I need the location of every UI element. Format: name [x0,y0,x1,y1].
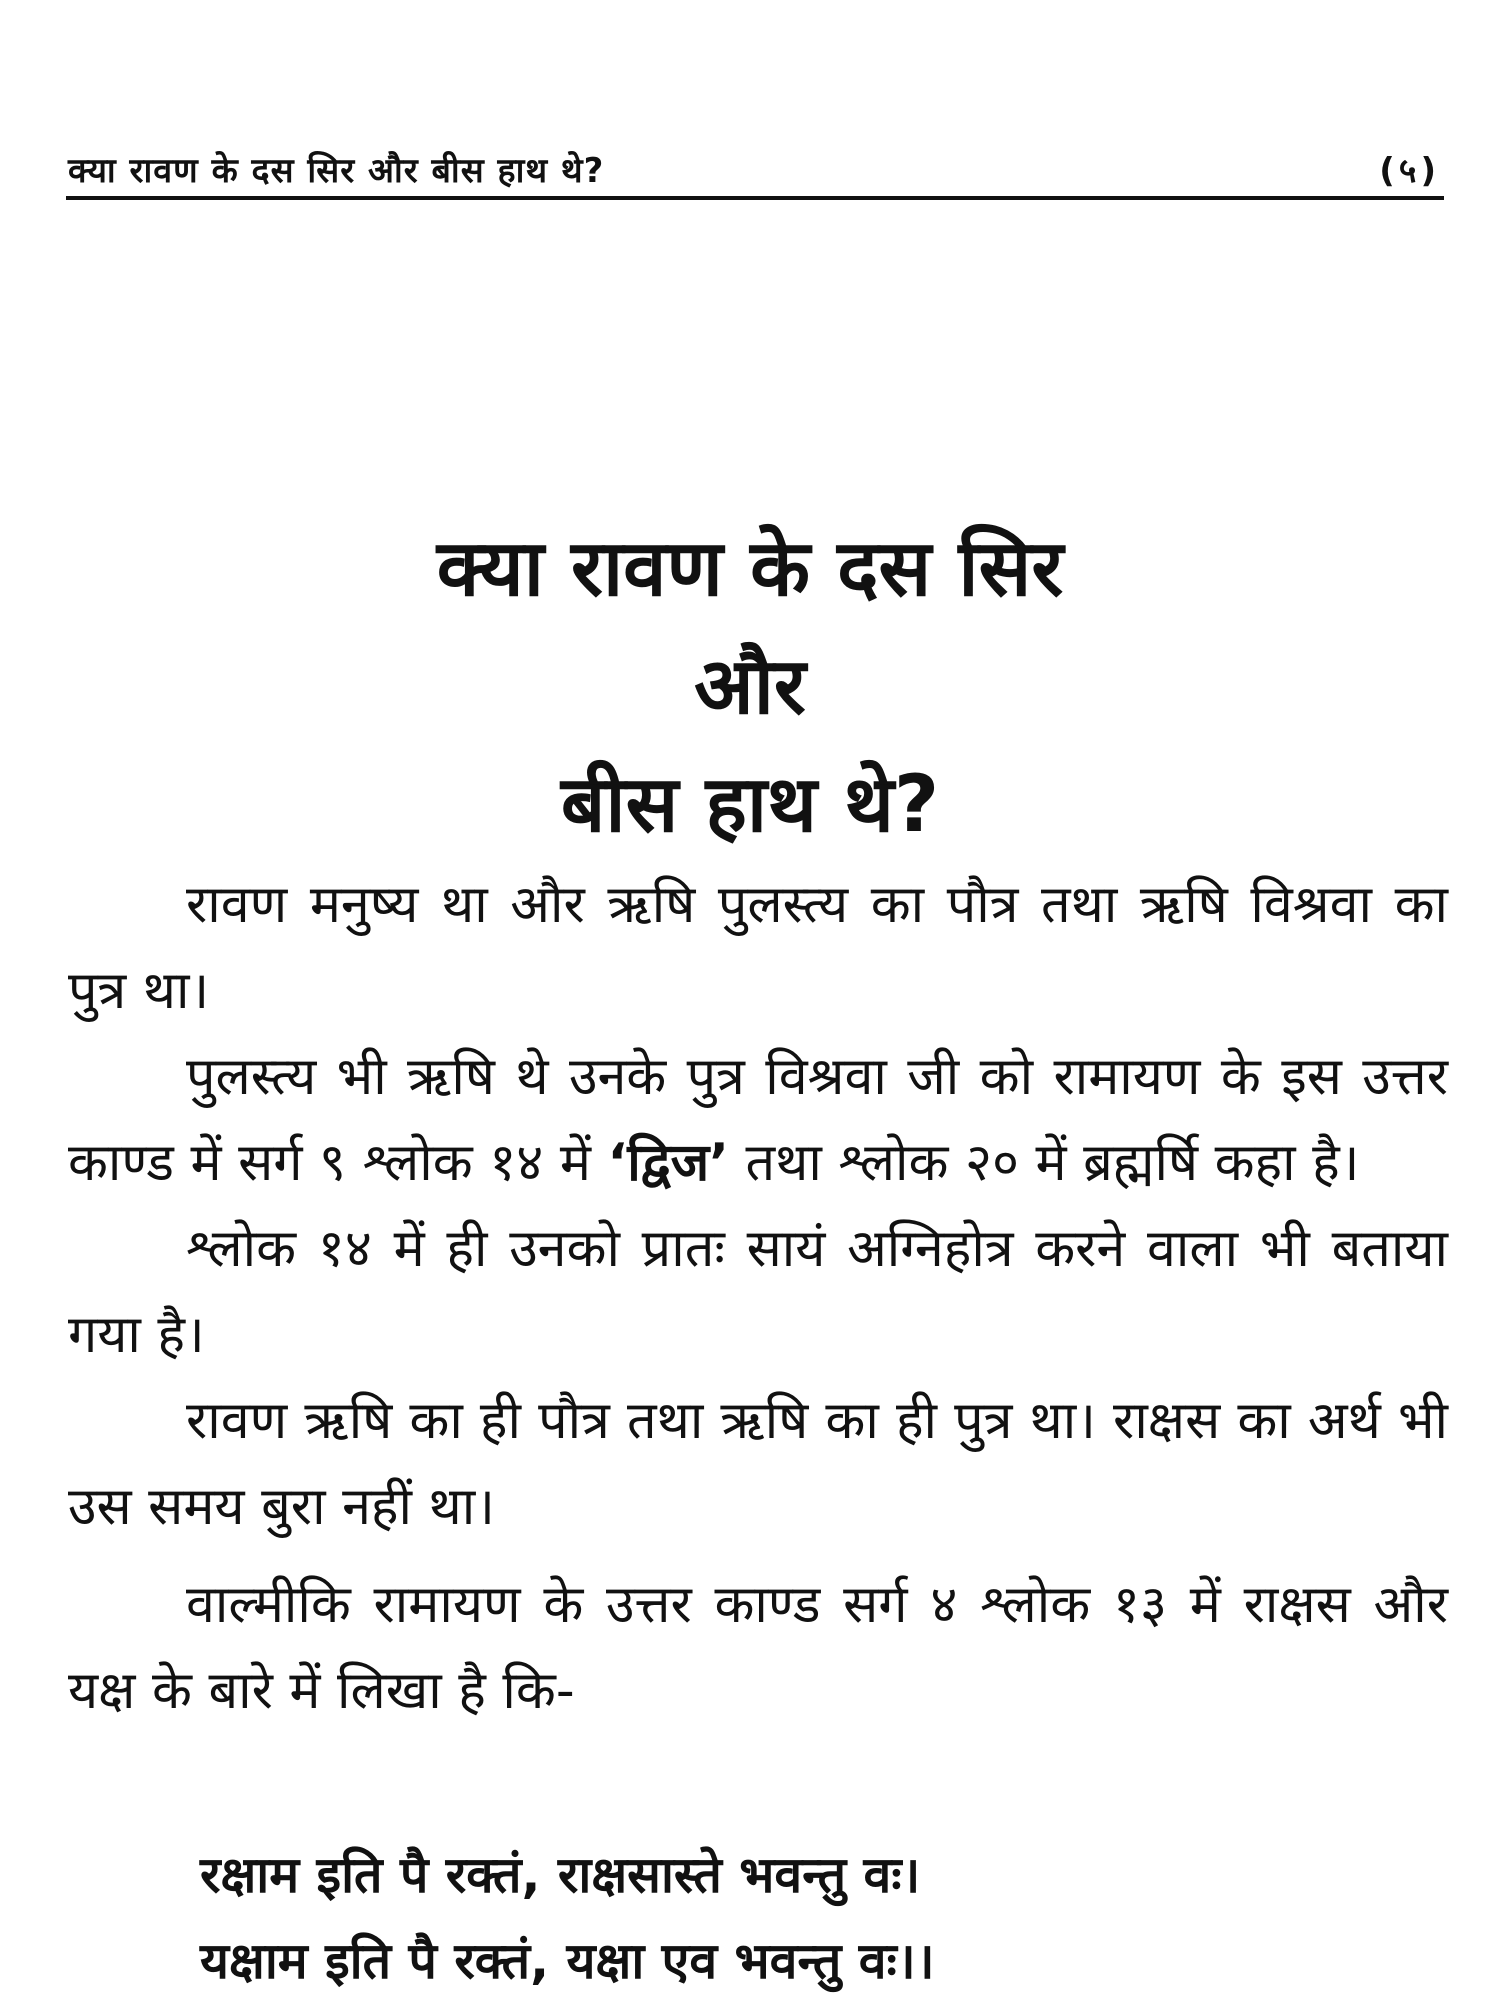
chapter-heading-line-3: बीस हाथ थे? [560,760,940,850]
shloka-quote [200,1832,1400,2004]
paragraph-2-text-a: पुलस्त्य भी ऋषि थे उनके पुत्र विश्रवा जी को रामायण के इस उत्तर काण्ड में सर्ग ९ श्लोक १४ में [68,1047,1448,1193]
dvij-term: ‘द्विज’ [607,1133,729,1193]
shloka-line-2: यक्षाम इति पै रक्तं, यक्षा एव भवन्तु वः।। [200,1932,935,1990]
shloka-line-1: रक्षाम इति पै रक्तं, राक्षसास्ते भवन्तु वः। [200,1846,921,1904]
chapter-heading-line-2: और [694,642,806,732]
paragraph-2 [68,1034,1448,1206]
paragraph-2-text-b: तथा श्लोक २० में ब्रह्मर्षि कहा है। [728,1133,1360,1193]
chapter-heading [0,510,1500,864]
page-number: (५) [1379,151,1440,191]
paragraph-4: रावण ऋषि का ही पौत्र तथा ऋषि का ही पुत्र था। राक्षस का अर्थ भी उस समय बुरा नहीं था। [68,1391,1448,1537]
body-text [68,862,1448,1734]
paragraph-3: श्लोक १४ में ही उनको प्रातः सायं अग्निहोत्र करने वाला भी बताया गया है। [68,1219,1448,1365]
header-rule [66,196,1444,200]
running-title: क्या रावण के दस सिर और बीस हाथ थे? [68,151,605,191]
paragraph-5: वाल्मीकि रामायण के उत्तर काण्ड सर्ग ४ श्लोक १३ में राक्षस और यक्ष के बारे में लिखा है कि- [68,1575,1448,1721]
paragraph-1: रावण मनुष्य था और ऋषि पुलस्त्य का पौत्र तथा ऋषि विश्रवा का पुत्र था। [68,875,1448,1021]
chapter-heading-line-1: क्या रावण के दस सिर [436,524,1064,614]
running-header [68,132,1440,192]
